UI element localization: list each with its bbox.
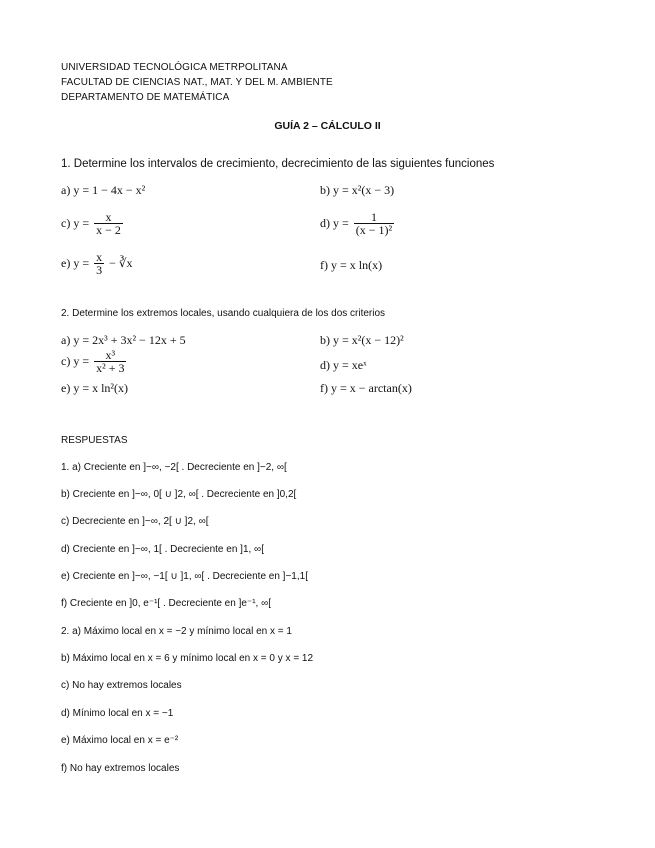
q2-item-a: a) y = 2x³ + 3x² − 12x + 5 bbox=[61, 333, 186, 347]
q1-item-c-numerator: x bbox=[105, 210, 112, 224]
q1-item-e-fraction bbox=[94, 251, 104, 277]
q1-item-d-fraction bbox=[354, 211, 394, 237]
answer-line: d) Creciente en ]−∞, 1[ . Decreciente en ]1, ∞[ bbox=[61, 544, 264, 555]
q1-item-e bbox=[61, 251, 133, 277]
q2-item-c-fraction bbox=[94, 349, 126, 375]
q1-item-e-numerator: x bbox=[96, 250, 103, 264]
q1-item-d bbox=[320, 211, 396, 237]
faculty-name: FACULTAD DE CIENCIAS NAT., MAT. Y DEL M. AMBIENTE bbox=[61, 77, 333, 88]
q2-item-d: d) y = xeˣ bbox=[320, 358, 367, 372]
question-2-prompt: 2. Determine los extremos locales, usando cualquiera de los dos criterios bbox=[61, 308, 386, 319]
answer-line: e) Máximo local en x = e⁻² bbox=[61, 735, 179, 746]
q2-item-c-numerator: x³ bbox=[105, 348, 116, 362]
answer-line: b) Creciente en ]−∞, 0[ ∪ ]2, ∞[ . Decreciente en ]0,2[ bbox=[61, 489, 297, 500]
answer-line: e) Creciente en ]−∞, −1[ ∪ ]1, ∞[ . Decreciente en ]−1,1[ bbox=[61, 571, 308, 582]
q1-item-c-label: c) y = bbox=[61, 215, 90, 230]
q1-item-c-fraction bbox=[94, 211, 123, 237]
page-title: GUÍA 2 – CÁLCULO II bbox=[274, 120, 381, 132]
answer-line: d) Mínimo local en x = −1 bbox=[61, 708, 174, 719]
question-1-prompt: 1. Determine los intervalos de crecimiento, decrecimiento de las siguientes funciones bbox=[61, 158, 495, 170]
q1-item-a: a) y = 1 − 4x − x² bbox=[61, 183, 146, 197]
answer-line: c) Decreciente en ]−∞, 2[ ∪ ]2, ∞[ bbox=[61, 516, 209, 527]
answer-line: b) Máximo local en x = 6 y mínimo local en x = 0 y x = 12 bbox=[61, 653, 314, 664]
q2-item-c-label: c) y = bbox=[61, 353, 90, 368]
q1-item-d-label: d) y = bbox=[320, 215, 349, 230]
q1-item-b: b) y = x²(x − 3) bbox=[320, 183, 395, 197]
q1-item-c-denominator: x − 2 bbox=[96, 223, 121, 237]
answer-line: 2. a) Máximo local en x = −2 y mínimo local en x = 1 bbox=[61, 626, 292, 637]
q1-item-c bbox=[61, 211, 125, 237]
q2-item-f: f) y = x − arctan(x) bbox=[320, 381, 412, 395]
answer-line: f) Creciente en ]0, e⁻¹[ . Decreciente en ]e⁻¹, ∞[ bbox=[61, 598, 271, 609]
q1-item-e-rest: − ∛x bbox=[109, 255, 133, 270]
q2-item-c bbox=[61, 349, 128, 375]
q1-item-f: f) y = x ln(x) bbox=[320, 258, 383, 272]
q2-item-e: e) y = x ln²(x) bbox=[61, 381, 129, 395]
answer-line: 1. a) Creciente en ]−∞, −2[ . Decreciente en ]−2, ∞[ bbox=[61, 462, 287, 473]
q1-item-e-denominator: 3 bbox=[96, 263, 103, 277]
answers-heading: RESPUESTAS bbox=[61, 435, 128, 446]
answer-line: c) No hay extremos locales bbox=[61, 680, 182, 691]
q1-item-e-label: e) y = bbox=[61, 255, 90, 270]
q1-item-d-denominator: (x − 1)² bbox=[355, 223, 393, 237]
department-name: DEPARTAMENTO DE MATEMÁTICA bbox=[61, 92, 230, 103]
q2-item-c-denominator: x² + 3 bbox=[96, 361, 125, 375]
university-name: UNIVERSIDAD TECNOLÓGICA METRPOLITANA bbox=[61, 62, 288, 73]
q1-item-d-numerator: 1 bbox=[370, 210, 377, 224]
q2-item-b: b) y = x²(x − 12)² bbox=[320, 333, 404, 347]
answer-line: f) No hay extremos locales bbox=[61, 763, 180, 774]
